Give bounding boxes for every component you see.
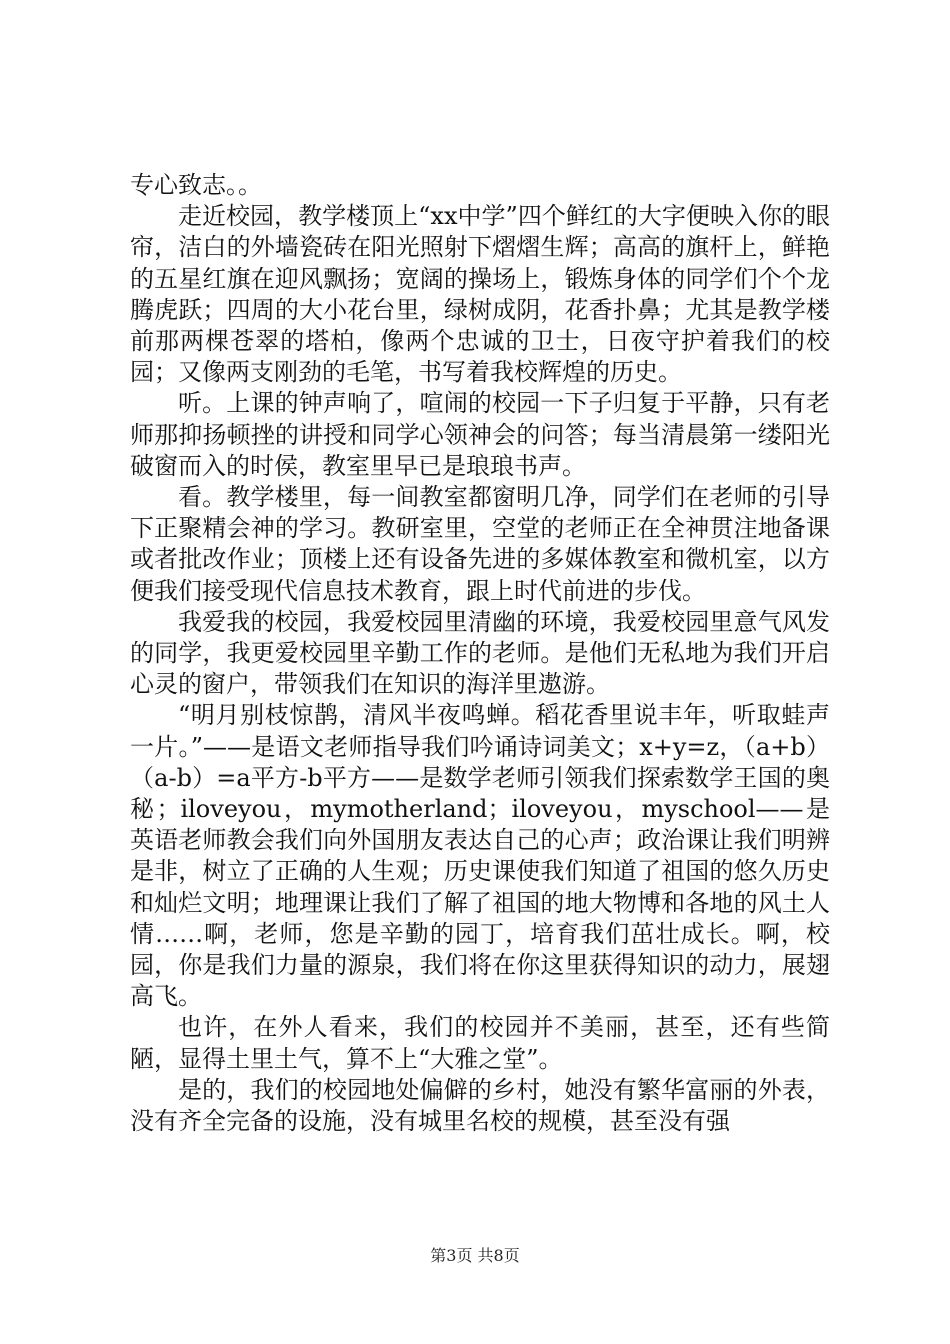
paragraph-4: 看。教学楼里，每一间教室都窗明几净，同学们在老师的引导下正聚精会神的学习。教研室里，空堂的老师正在全神贯注地备课或者批改作业；顶楼上还有设备先进的多媒体教室和微机室，以方便我们接受现代信息技术教育，跟上时代前进的步伐。: [130, 483, 830, 605]
paragraph-7: 也许，在外人看来，我们的校园并不美丽，甚至，还有些简陋，显得土里土气，算不上“大雅之堂”。: [130, 1013, 830, 1073]
page-footer: 第3页 共8页: [430, 1246, 520, 1265]
paragraph-5: 我爱我的校园，我爱校园里清幽的环境，我爱校园里意气风发的同学，我更爱校园里辛勤工作的老师。是他们无私地为我们开启心灵的窗户，带领我们在知识的海洋里遨游。: [130, 607, 830, 699]
paragraph-1: 专心致志。。: [130, 171, 262, 199]
paragraph-8: 是的，我们的校园地处偏僻的乡村，她没有繁华富丽的外表，没有齐全完备的设施，没有城里名校的规模，甚至没有强: [130, 1075, 830, 1136]
paragraph-2: 走近校园，教学楼顶上“xx中学”四个鲜红的大字便映入你的眼帘，洁白的外墙瓷砖在阳光照射下熠熠生辉；高高的旗杆上，鲜艳的五星红旗在迎风飘扬；宽阔的操场上，锻炼身体的同学们个个龙腾虎跃；四周的大小花台里，绿树成阴，花香扑鼻；尤其是教学楼前那两棵苍翠的塔柏，像两个忠诚的卫士，日夜守护着我们的校园；又像两支刚劲的毛笔，书写着我校辉煌的历史。: [130, 202, 830, 387]
paragraph-3: 听。上课的钟声响了，喧闹的校园一下子归复于平静，只有老师那抑扬顿挫的讲授和同学心领神会的问答；每当清晨第一缕阳光破窗而入的时侯，教室里早已是琅琅书声。: [130, 389, 830, 480]
paragraph-6: “明月别枝惊鹊，清风半夜鸣蝉。稻花香里说丰年，听取蛙声一片。”——是语文老师指导我们吟诵诗词美文；x+y=z，（a+b）（a-b）=a平方-b平方——是数学老师引领我们探索数学王国的奥秘；iloveyou，mymotherland；iloveyou，myschool——是英语老师教会我们向外国朋友表达自己的心声；政治课让我们明辨是非，树立了正确的人生观；历史课使我们知道了祖国的悠久历史和灿烂文明；地理课让我们了解了祖国的地大物博和各地的风土人情……啊，老师，您是辛勤的园丁，培育我们茁壮成长。啊，校园，你是我们力量的源泉，我们将在你这里获得知识的动力，展翅高飞。: [130, 701, 830, 1011]
document-body: [130, 170, 830, 1137]
